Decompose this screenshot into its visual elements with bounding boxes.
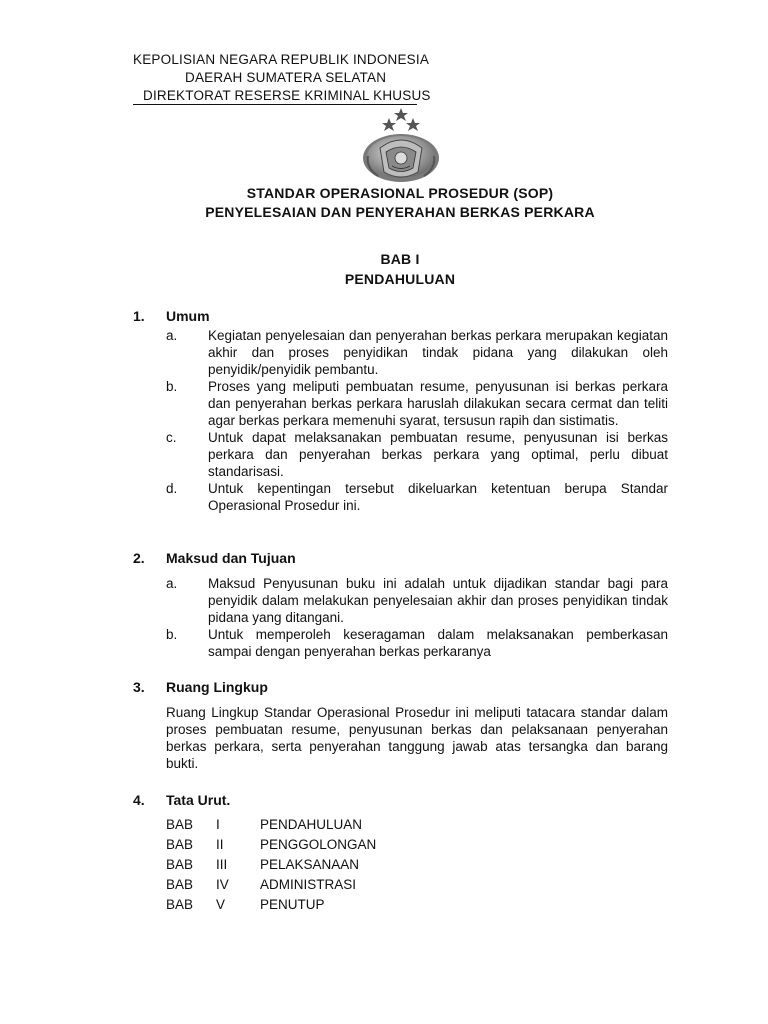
list-item-letter: a.: [166, 576, 178, 591]
list-item: [166, 575, 668, 626]
list-item-text: Untuk kepentingan tersebut dikeluarkan ketentuan berupa Standar Operasional Prosedur ini.: [208, 481, 668, 513]
chapter-name: PENDAHULUAN: [344, 271, 456, 287]
letterhead-line-2: DAERAH SUMATERA SELATAN: [185, 70, 387, 85]
section-number: 4.: [133, 792, 145, 808]
toc-name: PENGGOLONGAN: [260, 837, 377, 852]
section-title: Umum: [166, 308, 210, 324]
section-list-maksud: [166, 575, 668, 660]
toc-roman: I: [216, 817, 220, 832]
list-item: [166, 327, 668, 378]
list-item-text: Untuk memperoleh keseragaman dalam melaksanakan pemberkasan sampai dengan penyerahan berkas perkaranya: [208, 627, 668, 659]
letterhead-line-3: DIREKTORAT RESERSE KRIMINAL KHUSUS: [143, 88, 431, 103]
section-title: Ruang Lingkup: [166, 679, 268, 695]
toc-row: [166, 835, 426, 855]
document-subtitle: PENYELESAIAN DAN PENYERAHAN BERKAS PERKARA: [205, 204, 595, 220]
toc-roman: III: [216, 857, 228, 872]
document-title: STANDAR OPERASIONAL PROSEDUR (SOP): [246, 185, 554, 201]
toc-name: ADMINISTRASI: [260, 877, 357, 892]
section-number: 2.: [133, 550, 145, 566]
list-item-letter: b.: [166, 379, 178, 394]
toc-bab: BAB: [166, 857, 194, 872]
police-emblem-icon: [358, 108, 444, 186]
toc-name: PELAKSANAAN: [260, 857, 360, 872]
list-item-letter: b.: [166, 627, 178, 642]
list-item-text: Untuk dapat melaksanakan pembuatan resume, penyusunan isi berkas perkara dan penyerahan berkas perkara yang optimal, perlu dibuat standarisasi.: [208, 430, 668, 479]
list-item-letter: c.: [166, 430, 177, 445]
toc-name: PENDAHULUAN: [260, 817, 363, 832]
list-item-letter: a.: [166, 328, 178, 343]
list-item-text: Kegiatan penyelesaian dan penyerahan berkas perkara merupakan kegiatan akhir dan proses penyidikan tindak pidana yang dilakukan oleh penyidik/penyidik pembantu.: [208, 328, 668, 377]
section-paragraph: Ruang Lingkup Standar Operasional Prosedur ini meliputi tatacara standar dalam proses pembuatan resume, penyusunan berkas dan pelaksanaan penyerahan berkas perkara, serta penyerahan tanggung jawab atas tersangka dan barang bukti.: [166, 705, 668, 771]
letterhead-line-1: KEPOLISIAN NEGARA REPUBLIK INDONESIA: [133, 52, 430, 67]
section-title: Tata Urut.: [166, 792, 231, 808]
letterhead-divider: [133, 104, 417, 105]
toc-row: [166, 815, 426, 835]
toc-row: [166, 895, 426, 915]
toc-row: [166, 855, 426, 875]
toc-roman: V: [216, 897, 226, 912]
toc-roman: II: [216, 837, 224, 852]
table-of-contents: [166, 815, 426, 915]
list-item: [166, 378, 668, 429]
toc-bab: BAB: [166, 897, 194, 912]
section-list-umum: [166, 327, 668, 514]
list-item-text: Maksud Penyusunan buku ini adalah untuk dijadikan standar bagi para penyidik dalam melakukan penyelesaian akhir dan proses penyidikan tindak pidana yang ditangani.: [208, 576, 668, 625]
list-item-text: Proses yang meliputi pembuatan resume, penyusunan isi berkas perkara dan penyerahan berkas perkara haruslah dilakukan secara cermat dan teliti agar berkas perkara memenuhi syarat, tersusun rapih dan sistimatis.: [208, 379, 668, 428]
toc-row: [166, 875, 426, 895]
list-item: [166, 480, 668, 514]
chapter-label: BAB I: [380, 251, 420, 267]
toc-bab: BAB: [166, 837, 194, 852]
section-title: Maksud dan Tujuan: [166, 550, 296, 566]
section-number: 3.: [133, 679, 145, 695]
section-number: 1.: [133, 308, 145, 324]
list-item-letter: d.: [166, 481, 178, 496]
list-item: [166, 429, 668, 480]
toc-bab: BAB: [166, 817, 194, 832]
toc-name: PENUTUP: [260, 897, 325, 912]
list-item: [166, 626, 668, 660]
toc-roman: IV: [216, 877, 229, 892]
toc-bab: BAB: [166, 877, 194, 892]
letterhead: [133, 51, 431, 105]
